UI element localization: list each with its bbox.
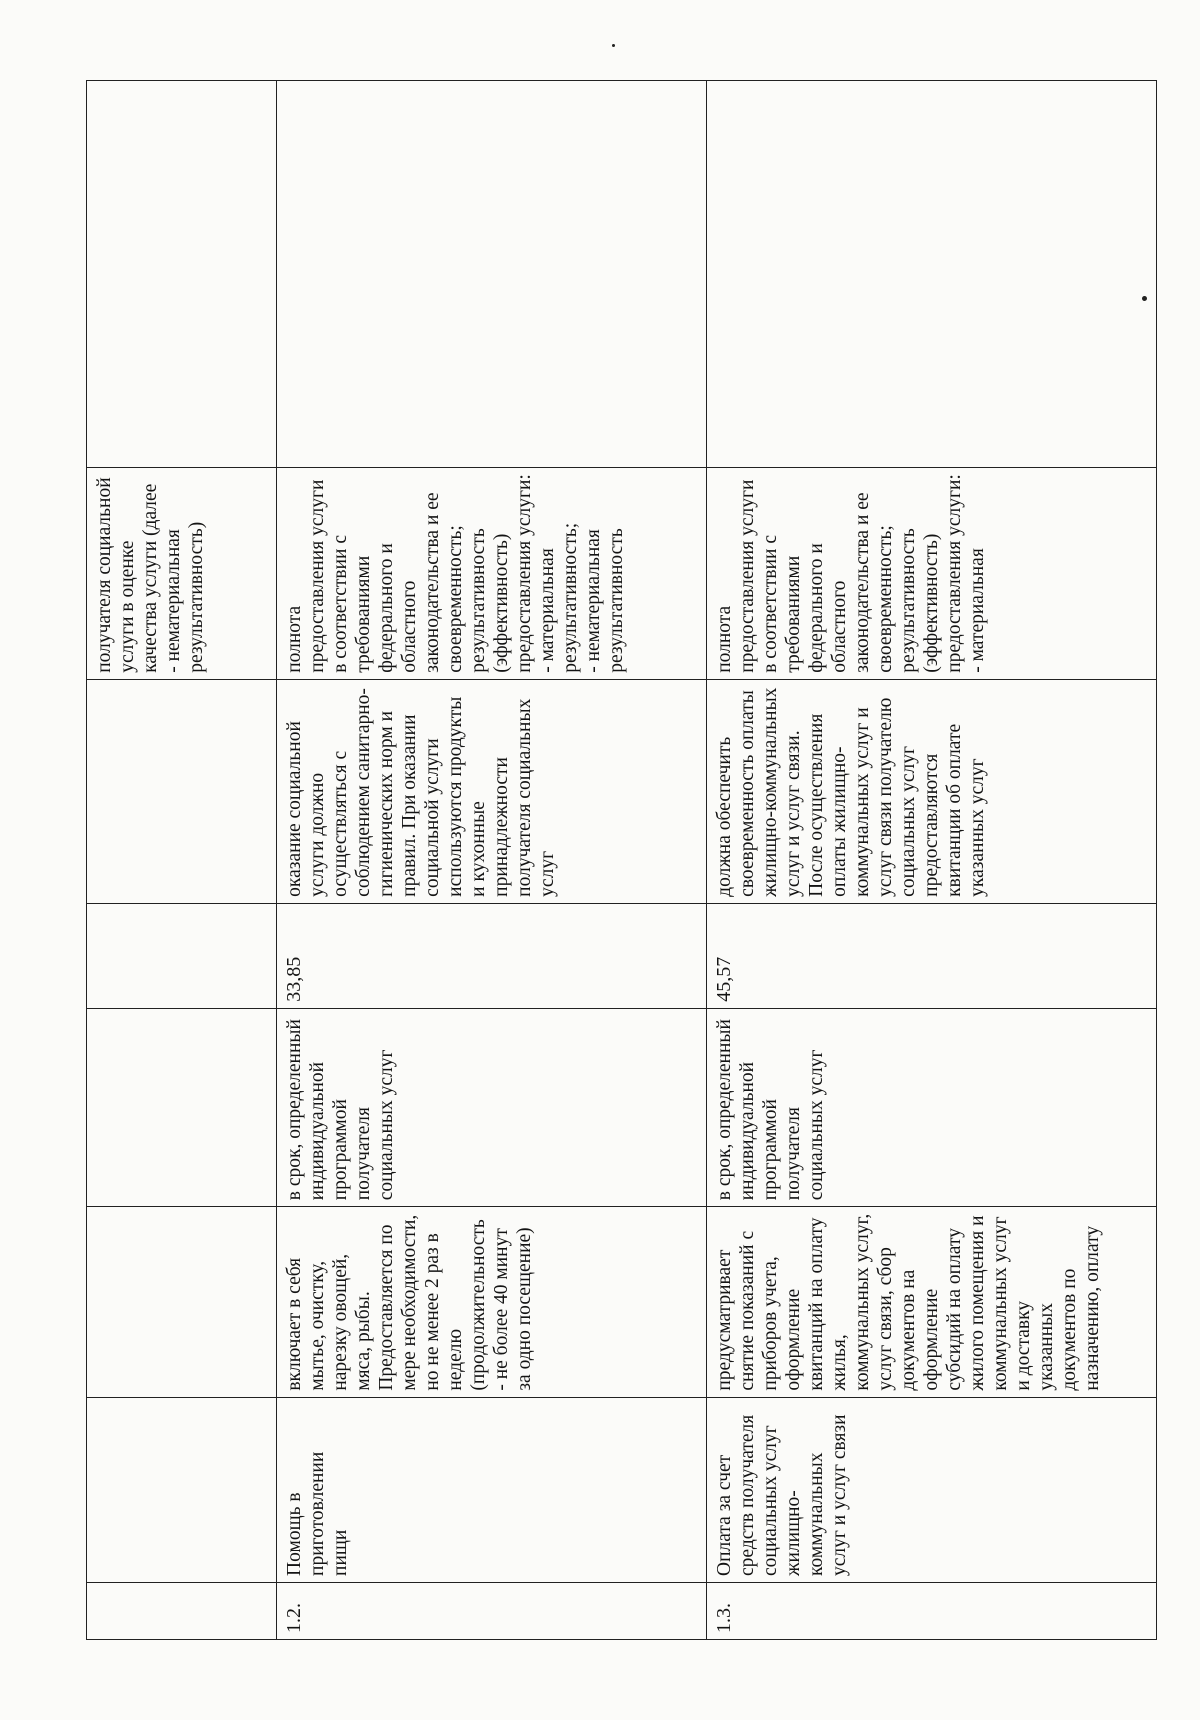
service-name: Оплата за счет средств получателя социальных услуг жилищно-коммунальных услуг и услуг связи [707,1397,1157,1582]
scan-speck [612,44,615,47]
service-term: в срок, определенный индивидуальной программой получателя социальных услуг [707,1008,1157,1207]
cell-empty [707,81,1157,468]
service-term: в срок, определенный индивидуальной программой получателя социальных услуг [277,1008,707,1207]
cell-empty [277,81,707,468]
rotated-page [86,80,1156,1640]
scan-speck [1142,296,1147,301]
service-indicators: полнота предоставления услуги в соответствии с требованиями федерального и областного законодательства и ее своевременность; результативность (эффективность) предоставления услуги: - материальная [707,468,1157,680]
cell-empty [87,1207,277,1397]
cell-empty [87,903,277,1008]
cell-quality-assessment: получателя социальной услуги в оценке качества услуги (далее - нематериальная результативность) [87,468,277,680]
cell-empty [87,81,277,468]
table-row [277,81,707,1640]
service-description: предусматривает снятие показаний с приборов учета, оформление квитанций на оплату жилья, коммунальных услуг, услуг связи, сбор документов на оформление субсидий на оплату жилого помещения и коммунальных услуг и доставку указанных документов по назначению, оплату [707,1207,1157,1397]
row-number: 1.3. [707,1582,1157,1639]
service-name: Помощь в приготовлении пищи [277,1397,707,1582]
row-number: 1.2. [277,1582,707,1639]
services-table [86,80,1157,1640]
table-row [707,81,1157,1640]
service-conditions: оказание социальной услуги должно осуществляться с соблюдением санитарно-гигиенических норм и правил. При оказании социальной услуги используются продукты и кухонные принадлежности получателя социальных услуг [277,679,707,903]
cell-empty [87,1582,277,1639]
service-tariff: 33,85 [277,903,707,1008]
cell-empty [87,1008,277,1207]
service-indicators: полнота предоставления услуги в соответствии с требованиями федерального и областного законодательства и ее своевременность; результативность (эффективность) предоставления услуги: - материальная результативность; - нематериальная результативность [277,468,707,680]
service-conditions: должна обеспечить своевременность оплаты жилищно-коммунальных услуг и услуг связи. После осуществления оплаты жилищно-коммунальных услуг и услуг связи получателю социальных услуг предоставляются квитанции об оплате указанных услуг [707,679,1157,903]
cell-empty [87,679,277,903]
service-tariff: 45,57 [707,903,1157,1008]
cell-empty [87,1397,277,1582]
service-description: включает в себя мытье, очистку, нарезку овощей, мяса, рыбы. Предоставляется по мере необходимости, но не менее 2 раз в неделю (продолжительность - не более 40 минут за одно посещение) [277,1207,707,1397]
table-row-continuation [87,81,277,1640]
